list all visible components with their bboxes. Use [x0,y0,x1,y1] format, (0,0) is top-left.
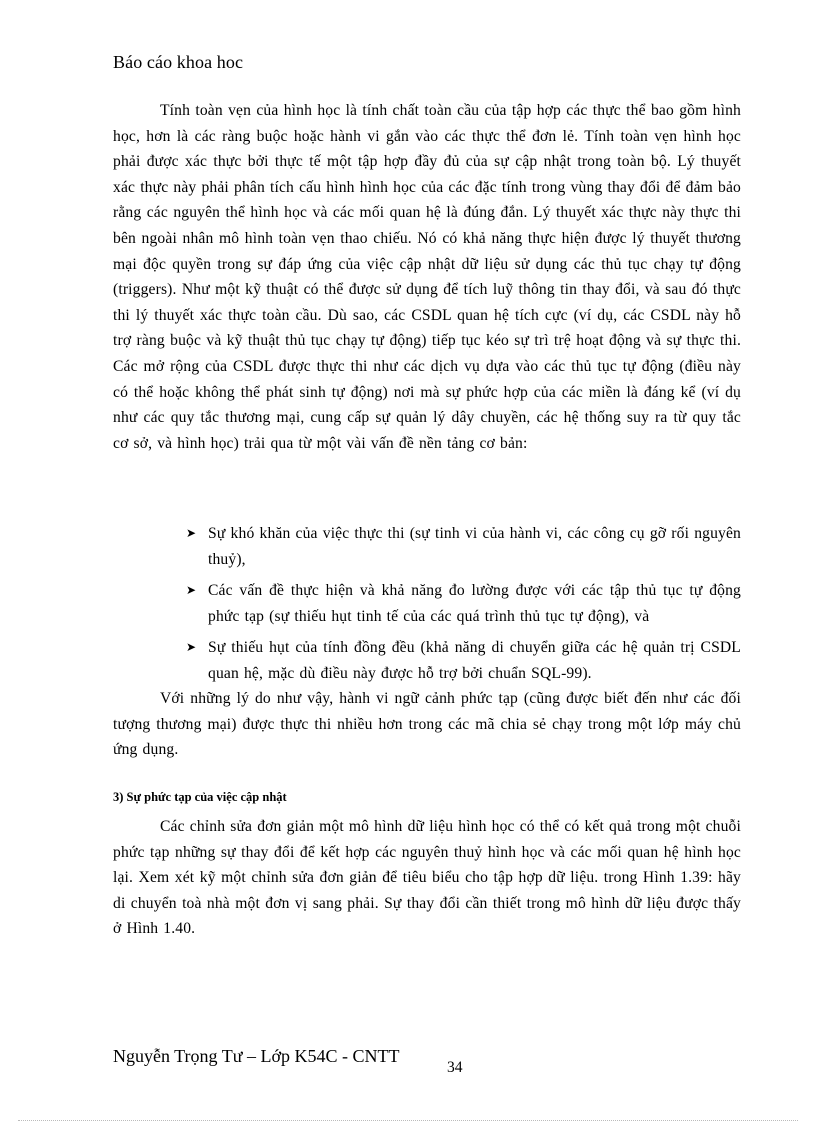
section-heading: 3) Sự phức tạp của việc cập nhật [113,790,287,804]
page-header-title: Báo cáo khoa hoc [113,52,244,72]
footer-author: Nguyễn Trọng Tư – Lớp K54C - CNTT [113,1046,400,1066]
arrow-bullet-icon: ➤ [186,526,197,540]
list-item-text: Sự thiếu hụt của tính đồng đều (khả năng di chuyển giữa các hệ quản trị CSDL quan hệ, mặc dù điều này được hỗ trợ bởi chuẩn SQL-99). [208,639,741,682]
page-number: 34 [447,1059,463,1076]
paragraph-text: Với những lý do như vậy, hành vi ngữ cảnh phức tạp (cũng được biết đến như các đối tượng thương mại) được thực thi nhiều hơn trong các mã chia sẻ chạy trong một lớp máy chủ ứng dụng. [113,690,741,759]
list-item [186,578,741,629]
arrow-bullet-icon: ➤ [186,583,197,598]
list-item [186,635,741,686]
list-item-text: Sự khó khăn của việc thực thi (sự tinh vi của hành vi, các công cụ gỡ rối nguyên thuỷ), [208,525,741,568]
paragraph-update-complexity [113,814,741,942]
paragraph-text: Tính toàn vẹn của hình học là tính chất toàn cầu của tập hợp các thực thể bao gồm hình học, hơn là các ràng buộc hoặc hành vi gắn vào các thực thể đơn lẻ. Tính toàn vẹn hình học phải được xác thực bởi thực tế một tập hợp đầy đủ của sự cập nhật trong toàn bộ. Lý thuyết xác thực này phải phân tích cấu hình hình học của các đặc tính trong vùng thay đổi để đảm bảo rằng các nguyên thể hình học và các mối quan hệ là đúng đắn. Lý thuyết xác thực này thực thi bên ngoài nhân mô hình toàn vẹn thao chiếu. Nó có khả năng thực hiện được lý thuyết thương mại độc quyền trong sự đáp ứng của việc cập nhật dữ liệu sử dụng các thủ tục chạy tự động (triggers). Như một kỹ thuật có thể được sử dụng để tích luỹ thông tin thay đổi, và sau đó thực thi lý thuyết xác thực toàn cầu. Dù sao, các CSDL quan hệ tích cực (ví dụ, các CSDL này hỗ trợ ràng buộc và kỹ thuật thủ tục chạy tự động) tiếp tục kéo sự trì trệ hoạt động và sự thực thi. Các mở rộng của CSDL được thực thi như các dịch vụ dựa vào các thủ tục tự động (điều này có thể hoặc không thể phát sinh tự động) nơi mà sự phức hợp của các miền là đáng kể (ví dụ như các quy tắc thương mại, cung cấp sự quản lý dây chuyền, các hệ thống suy ra từ quy tắc cơ sở, và hình học) trải qua từ một vài vấn đề nền tảng cơ bản: [113,102,741,452]
arrow-bullet-icon: ➤ [186,640,197,655]
paragraph-text: Các chỉnh sửa đơn giản một mô hình dữ liệu hình học có thể có kết quả trong một chuỗi phức tạp những sự thay đổi để kết hợp các nguyên thuỷ hình học và các mối quan hệ hình học lại. Xem xét kỹ một chỉnh sửa đơn giản để tiêu biểu cho tập hợp dữ liệu. trong Hình 1.39: hãy di chuyển toà nhà một đơn vị sang phải. Sự thay đổi cần thiết trong mô hình dữ liệu được thấy ở Hình 1.40. [113,818,741,938]
list-item [186,521,741,572]
paragraph-reasons [113,686,741,763]
list-item-text: Các vấn đề thực hiện và khả năng đo lường được với các tập thủ tục tự động phức tạp (sự thiếu hụt tinh tế của các quá trình thủ tục tự động), và [208,582,741,625]
issues-list [186,521,741,693]
paragraph-integrity [113,98,741,456]
page-bottom-divider [18,1120,798,1121]
